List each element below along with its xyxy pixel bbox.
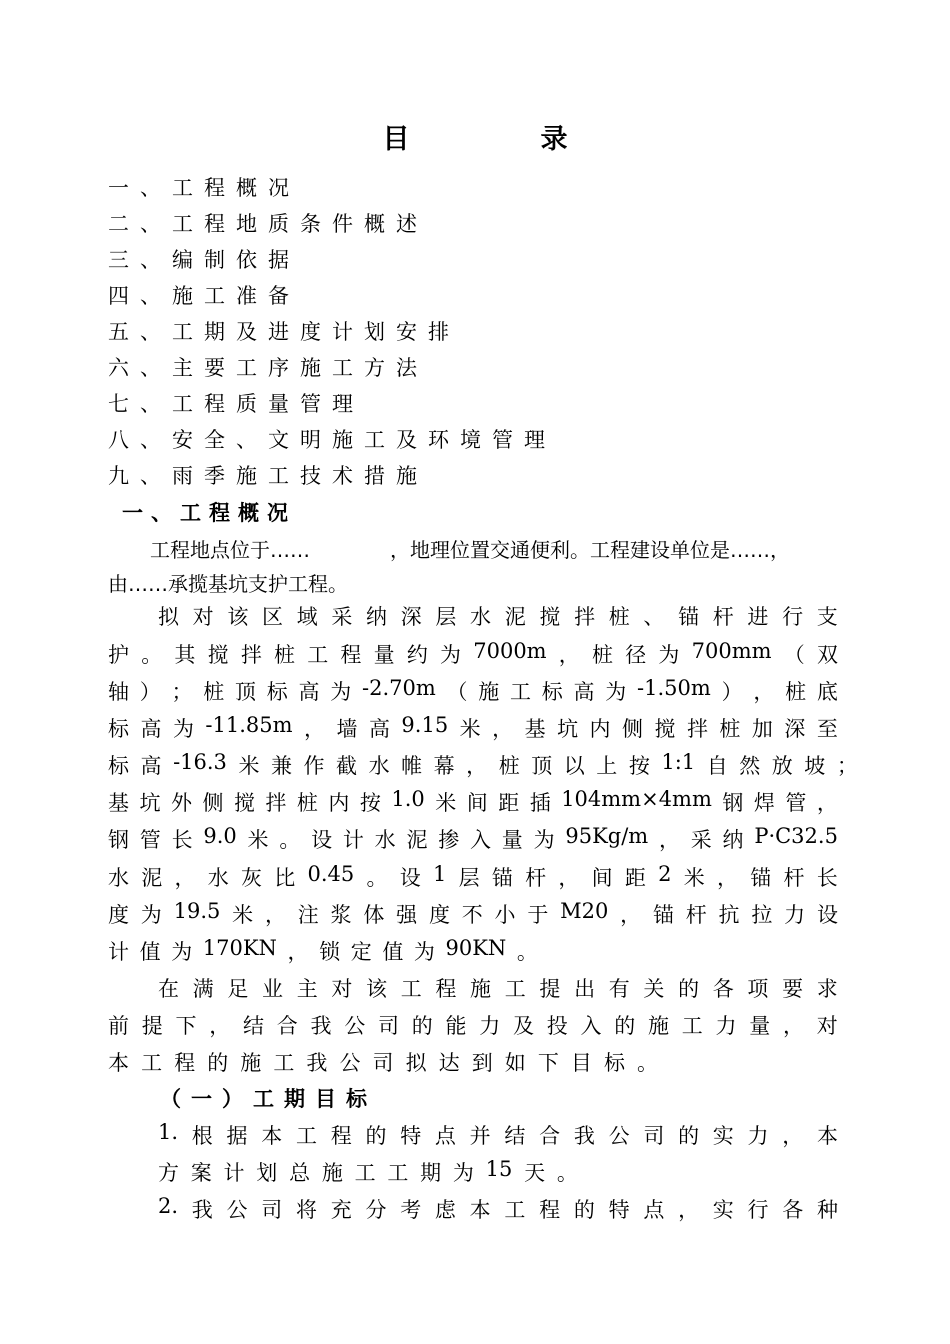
paragraph-line: 方 案 计 划 总 施 工 工 期 为 15 天 。: [158, 1157, 578, 1185]
toc-item: 一、工程概况: [108, 176, 300, 200]
toc-item: 三、编制依据: [108, 248, 300, 272]
toc-item: 九、雨季施工技术措施: [108, 464, 428, 488]
paragraph-line: 本 工 程 的 施 工 我 公 司 拟 达 到 如 下 目 标 。: [108, 1051, 658, 1075]
paragraph-line: 水 泥 ， 水 灰 比 0.45 。 设 1 层 锚 杆 ， 间 距 2 米 ， 锚 杆 长: [108, 862, 838, 890]
toc-item: 六、主要工序施工方法: [108, 356, 428, 380]
paragraph-line: 度 为 19.5 米 ， 注 浆 体 强 度 不 小 于 M20 ， 锚 杆 抗 拉 力 设: [108, 899, 838, 927]
paragraph-line: 计 值 为 170KN ， 锁 定 值 为 90KN 。: [108, 936, 538, 964]
toc-item: 七、工程质量管理: [108, 392, 364, 416]
paragraph-line: 标 高 为 -11.85m ， 墙 高 9.15 米 ， 基 坑 内 侧 搅 拌 桩 加 深 至: [108, 713, 838, 741]
paragraph-line: 1. 根 据 本 工 程 的 特 点 并 结 合 我 公 司 的 实 力 ， 本: [158, 1120, 838, 1148]
paragraph-line: 前 提 下 ， 结 合 我 公 司 的 能 力 及 投 入 的 施 工 力 量 ， 对: [108, 1014, 838, 1038]
intro-line: 工程地点位于…… ，地理位置交通便利。工程建设单位是……，: [150, 538, 790, 562]
paragraph-line: 轴 ） ； 桩 顶 标 高 为 -2.70m （ 施 工 标 高 为 -1.50m ） ， 桩 底: [108, 676, 838, 704]
paragraph-line: 钢 管 长 9.0 米 。 设 计 水 泥 掺 入 量 为 95Kg/m ， 采 纳 P·C32.5: [108, 824, 838, 852]
table-of-contents: [108, 170, 556, 494]
toc-item: 八、安全、文明施工及环境管理: [108, 428, 556, 452]
subsection-heading: （一）工期目标: [160, 1087, 377, 1111]
intro-line: 由……承揽基坑支护工程。: [108, 572, 348, 596]
toc-item: 四、施工准备: [108, 284, 300, 308]
section-heading: 一、工程概况: [122, 501, 296, 525]
paragraph-line: 2. 我 公 司 将 充 分 考 虑 本 工 程 的 特 点 ， 实 行 各 种: [158, 1194, 838, 1222]
paragraph-line: 护 。 其 搅 拌 桩 工 程 量 约 为 7000m ， 桩 径 为 700mm （ 双: [108, 639, 838, 667]
paragraph-line: 基 坑 外 侧 搅 拌 桩 内 按 1.0 米 间 距 插 104mm×4mm 钢 焊 管 ，: [108, 787, 838, 815]
paragraph-line: 在 满 足 业 主 对 该 工 程 施 工 提 出 有 关 的 各 项 要 求: [158, 977, 838, 1001]
toc-item: 二、工程地质条件概述: [108, 212, 428, 236]
page-title: 目 录: [382, 124, 620, 155]
paragraph-line: 拟 对 该 区 域 采 纳 深 层 水 泥 搅 拌 桩 、 锚 杆 进 行 支: [158, 605, 838, 629]
toc-item: 五、工期及进度计划安排: [108, 320, 460, 344]
paragraph-line: 标 高 -16.3 米 兼 作 截 水 帷 幕 ， 桩 顶 以 上 按 1:1 自 然 放 坡 ；: [108, 750, 858, 778]
